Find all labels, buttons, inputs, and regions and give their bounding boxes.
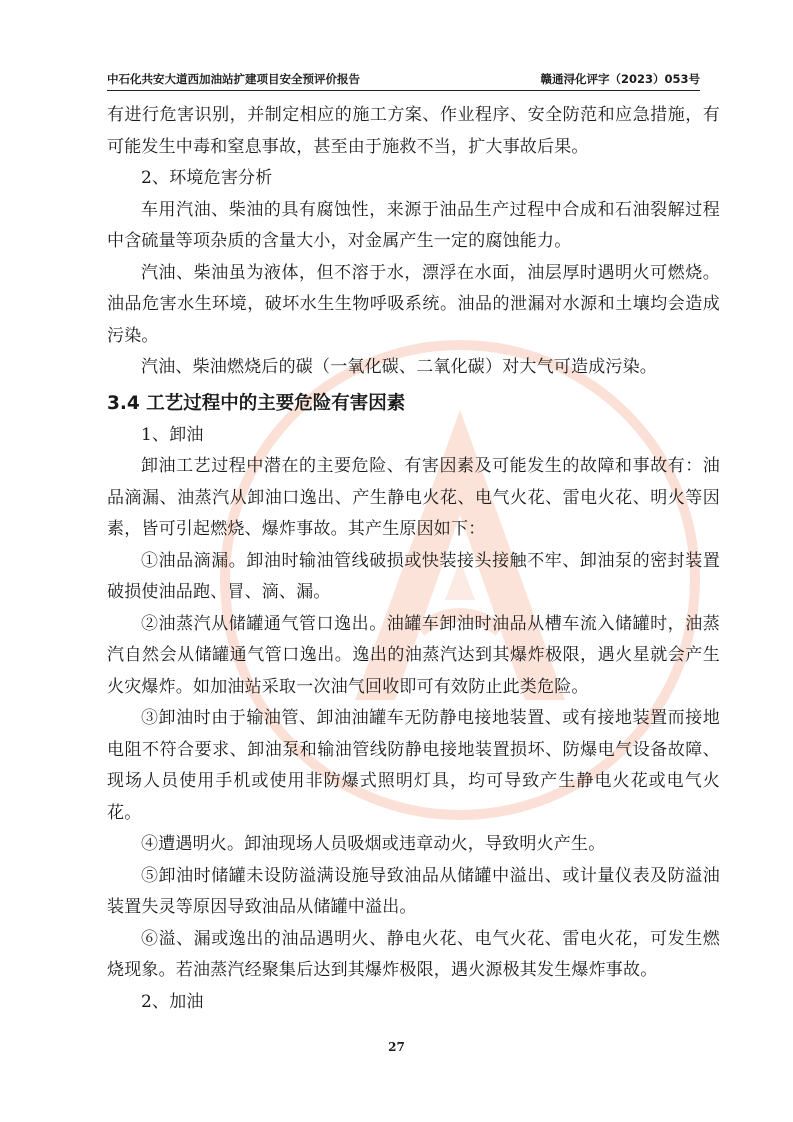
section-heading: 3.4 工艺过程中的主要危险有害因素 bbox=[107, 392, 406, 414]
paragraph: 汽油、柴油虽为液体，但不溶于水，漂浮在水面，油层厚时遇明火可燃烧。油品危害水生环境，破坏水生生物呼吸系统。油品的泄漏对水源和土壤均会造成污染。 bbox=[107, 262, 720, 346]
paragraph: 汽油、柴油燃烧后的碳（一氧化碳、二氧化碳）对大气可造成污染。 bbox=[141, 357, 657, 377]
report-number: 赣通浔化评字（2023）053号 bbox=[540, 72, 700, 86]
paragraph: 有进行危害识别，并制定相应的施工方案、作业程序、安全防范和应急措施，有可能发生中毒和窒息事故，甚至由于施救不当，扩大事故后果。 bbox=[107, 105, 720, 157]
list-item: ⑥溢、漏或逸出的油品遇明火、静电火花、电气火花、雷电火花，可发生燃烧现象。若油蒸汽经聚集后达到其爆炸极限，遇火源极其发生爆炸事故。 bbox=[107, 928, 720, 980]
paragraph: 卸油工艺过程中潜在的主要危险、有害因素及可能发生的故障和事故有：油品滴漏、油蒸汽从卸油口逸出、产生静电火花、电气火花、雷电火花、明火等因素，皆可引起燃烧、爆炸事故。其产生原因如下： bbox=[107, 456, 720, 539]
list-item: ⑤卸油时储罐未设防溢满设施导致油品从储罐中溢出、或计量仪表及防溢油装置失灵等原因导致油品从储罐中溢出。 bbox=[107, 865, 720, 917]
subheading-environment-hazard: 2、环境危害分析 bbox=[141, 168, 273, 188]
document-body bbox=[107, 100, 720, 1018]
page-header bbox=[107, 68, 700, 91]
subheading-unloading: 1、卸油 bbox=[141, 424, 204, 445]
list-item: ①油品滴漏。卸油时输油管线破损或快装接头接触不牢、卸油泵的密封装置破损使油品跑、冒、滴、漏。 bbox=[107, 550, 720, 602]
paragraph: 车用汽油、柴油的具有腐蚀性，来源于油品生产过程中合成和石油裂解过程中含硫量等项杂质的含量大小，对金属产生一定的腐蚀能力。 bbox=[107, 199, 720, 251]
list-item: ②油蒸汽从储罐通气管口逸出。油罐车卸油时油品从槽车流入储罐时，油蒸汽自然会从储罐通气管口逸出。逸出的油蒸汽达到其爆炸极限，遇火星就会产生火灾爆炸。如加油站采取一次油气回收即可有效防止此类危险。 bbox=[107, 613, 720, 697]
list-item: ④遭遇明火。卸油现场人员吸烟或违章动火，导致明火产生。 bbox=[141, 834, 606, 854]
page-number: 27 bbox=[388, 1040, 405, 1054]
subheading-refueling: 2、加油 bbox=[141, 991, 204, 1012]
list-item: ③卸油时由于输油管、卸油油罐车无防静电接地装置、或有接地装置而接地电阻不符合要求、卸油泵和输油管线防静电接地装置损坏、防爆电气设备故障、现场人员使用手机或使用非防爆式照明灯具，均可导致产生静电火花或电气火花。 bbox=[107, 708, 720, 823]
report-title: 中石化共安大道西加油站扩建项目安全预评价报告 bbox=[107, 72, 360, 86]
